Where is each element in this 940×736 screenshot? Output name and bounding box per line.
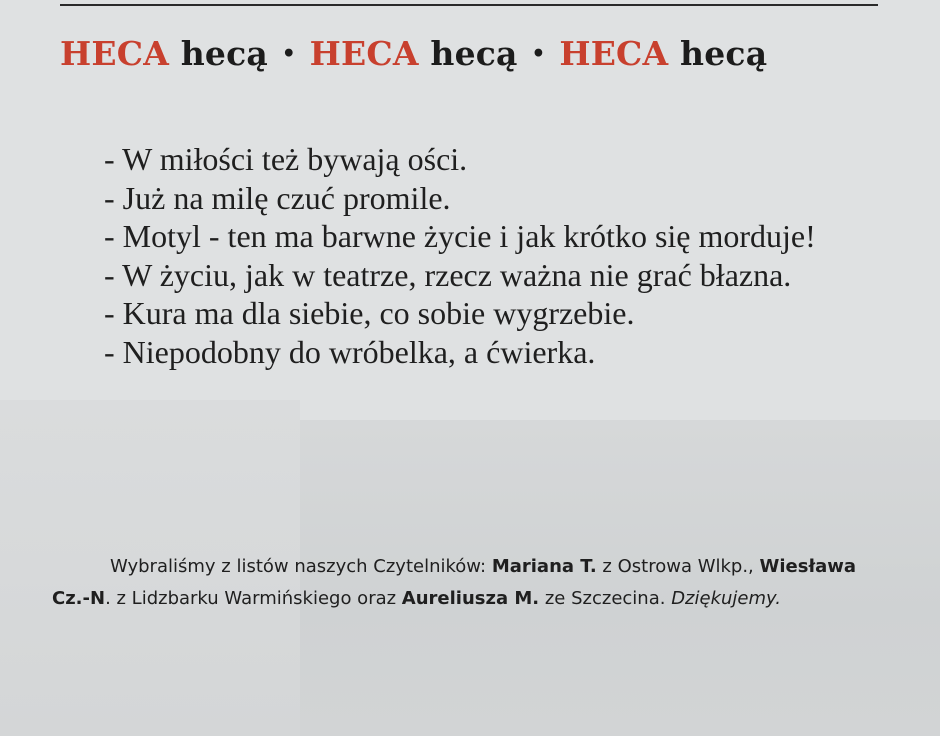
header-segment-2 — [298, 34, 529, 73]
credits-intro: Wybraliśmy z listów naszych Czytelników: — [110, 556, 492, 577]
header-separator: • — [281, 41, 296, 67]
top-rule — [60, 4, 878, 6]
saying: - Już na milę czuć promile. — [104, 179, 451, 216]
heca-header — [60, 32, 880, 76]
credits-text: . z Lidzbarku Warmińskiego oraz — [105, 588, 402, 609]
header-black-word: hecą — [680, 34, 768, 73]
saying: - W miłości też bywają ości. — [104, 141, 468, 177]
header-black-word: hecą — [430, 34, 518, 73]
header-red-word: HECA — [309, 34, 419, 73]
thanks-text: Dziękujemy. — [671, 588, 781, 609]
reader-name: Mariana T. — [491, 556, 597, 577]
credits-text: ze Szczecina. — [539, 588, 672, 609]
saying: - Kura ma dla siebie, co sobie wygrzebie. — [104, 295, 635, 331]
saying: - Motyl - ten ma barwne życie i jak krótko się morduje! — [104, 218, 816, 254]
credits-text: z Ostrowa Wlkp., — [596, 556, 760, 577]
reader-name: Wiesława Cz.-N — [52, 556, 857, 609]
credits-paragraph — [52, 551, 882, 615]
saying: - Niepodobny do wróbelka, a ćwierka. — [104, 333, 596, 370]
header-separator: • — [531, 41, 546, 67]
credits-note — [52, 551, 882, 615]
header-red-word: HECA — [559, 34, 669, 73]
header-black-word: hecą — [180, 34, 268, 73]
header-red-word: HECA — [60, 34, 170, 73]
header-segment-1 — [60, 34, 280, 73]
reader-name: Aureliusza M. — [401, 588, 540, 609]
saying: - W życiu, jak w teatrze, rzecz ważna nie grać błazna. — [104, 256, 792, 293]
sayings-list — [104, 140, 884, 371]
header-segment-3 — [548, 34, 768, 73]
